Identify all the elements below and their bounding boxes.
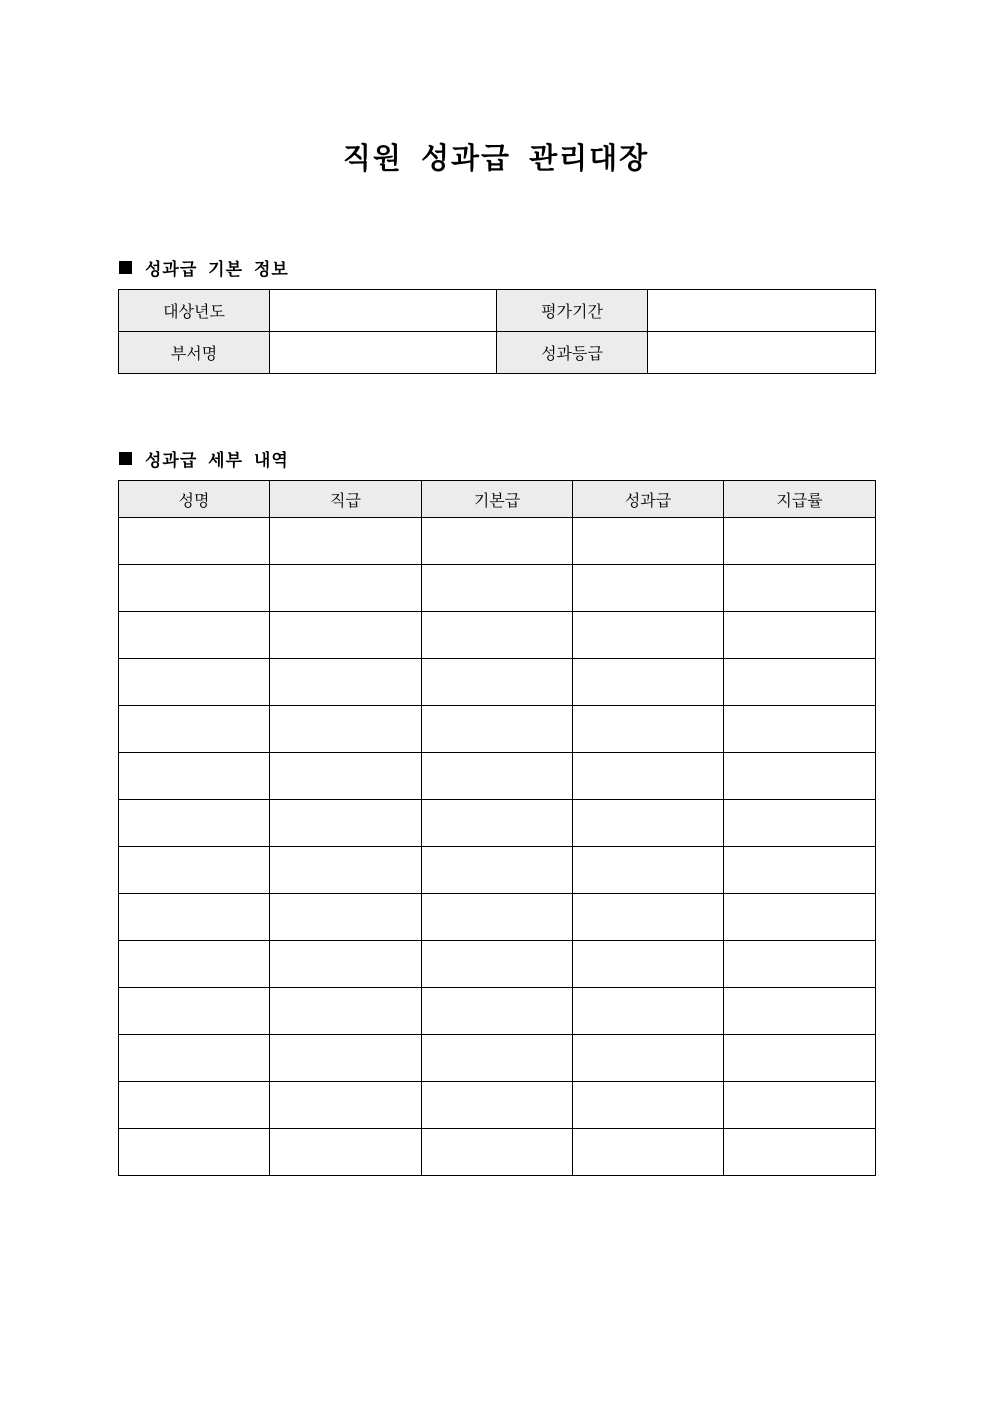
bonus-cell[interactable] [573,565,724,612]
table-row [119,518,876,565]
bonus-cell[interactable] [573,941,724,988]
department-label: 부서명 [119,332,270,374]
name-cell[interactable] [119,988,270,1035]
table-row [119,941,876,988]
target-year-field[interactable] [270,290,497,332]
name-cell[interactable] [119,565,270,612]
table-row [119,1035,876,1082]
name-cell[interactable] [119,1129,270,1176]
payment-rate-cell[interactable] [724,753,876,800]
position-cell[interactable] [270,518,422,565]
basic-info-heading-text: 성과급 기본 정보 [145,260,289,280]
name-cell[interactable] [119,847,270,894]
base-salary-cell[interactable] [422,894,573,941]
payment-rate-cell[interactable] [724,565,876,612]
payment-rate-cell[interactable] [724,659,876,706]
bonus-cell[interactable] [573,1035,724,1082]
info-row [119,332,876,374]
base-salary-cell[interactable] [422,753,573,800]
table-row [119,1082,876,1129]
square-bullet-icon [119,452,132,465]
payment-rate-cell[interactable] [724,612,876,659]
name-cell[interactable] [119,1035,270,1082]
bonus-cell[interactable] [573,988,724,1035]
table-row [119,800,876,847]
table-row [119,565,876,612]
base-salary-cell[interactable] [422,1129,573,1176]
details-table-body [119,518,876,1176]
position-cell[interactable] [270,659,422,706]
performance-grade-field[interactable] [648,332,876,374]
info-row [119,290,876,332]
base-salary-cell[interactable] [422,1035,573,1082]
target-year-label: 대상년도 [119,290,270,332]
position-cell[interactable] [270,894,422,941]
table-row [119,612,876,659]
table-row [119,706,876,753]
name-cell[interactable] [119,800,270,847]
table-row [119,1129,876,1176]
bonus-cell[interactable] [573,659,724,706]
bonus-cell[interactable] [573,894,724,941]
details-heading-text: 성과급 세부 내역 [145,451,289,471]
name-cell[interactable] [119,753,270,800]
name-cell[interactable] [119,706,270,753]
bonus-cell[interactable] [573,612,724,659]
evaluation-period-field[interactable] [648,290,876,332]
payment-rate-cell[interactable] [724,1035,876,1082]
payment-rate-cell[interactable] [724,800,876,847]
position-cell[interactable] [270,706,422,753]
bonus-cell[interactable] [573,1082,724,1129]
base-salary-cell[interactable] [422,612,573,659]
department-field[interactable] [270,332,497,374]
bonus-cell[interactable] [573,753,724,800]
table-header-row [119,481,876,518]
base-salary-cell[interactable] [422,706,573,753]
name-cell[interactable] [119,1082,270,1129]
base-salary-cell[interactable] [422,800,573,847]
bonus-cell[interactable] [573,518,724,565]
table-row [119,847,876,894]
table-row [119,894,876,941]
column-header-position: 직급 [270,481,422,518]
table-row [119,753,876,800]
position-cell[interactable] [270,800,422,847]
payment-rate-cell[interactable] [724,1129,876,1176]
column-header-payment-rate: 지급률 [724,481,876,518]
details-heading [119,446,289,471]
base-salary-cell[interactable] [422,518,573,565]
payment-rate-cell[interactable] [724,894,876,941]
position-cell[interactable] [270,1082,422,1129]
payment-rate-cell[interactable] [724,941,876,988]
base-salary-cell[interactable] [422,847,573,894]
table-row [119,988,876,1035]
payment-rate-cell[interactable] [724,706,876,753]
position-cell[interactable] [270,565,422,612]
base-salary-cell[interactable] [422,1082,573,1129]
bonus-cell[interactable] [573,847,724,894]
base-salary-cell[interactable] [422,941,573,988]
column-header-name: 성명 [119,481,270,518]
base-salary-cell[interactable] [422,659,573,706]
column-header-base-salary: 기본급 [422,481,573,518]
name-cell[interactable] [119,941,270,988]
position-cell[interactable] [270,941,422,988]
payment-rate-cell[interactable] [724,518,876,565]
page-title: 직원 성과급 관리대장 [342,141,650,175]
column-header-bonus: 성과급 [573,481,724,518]
name-cell[interactable] [119,894,270,941]
basic-info-table [118,289,876,374]
position-cell[interactable] [270,988,422,1035]
position-cell[interactable] [270,1035,422,1082]
bonus-cell[interactable] [573,1129,724,1176]
bonus-cell[interactable] [573,706,724,753]
payment-rate-cell[interactable] [724,988,876,1035]
name-cell[interactable] [119,659,270,706]
table-row [119,659,876,706]
base-salary-cell[interactable] [422,565,573,612]
payment-rate-cell[interactable] [724,847,876,894]
performance-grade-label: 성과등급 [497,332,648,374]
square-bullet-icon [119,261,132,274]
bonus-cell[interactable] [573,800,724,847]
position-cell[interactable] [270,753,422,800]
bonus-details-table [118,480,876,1176]
position-cell[interactable] [270,847,422,894]
position-cell[interactable] [270,612,422,659]
base-salary-cell[interactable] [422,988,573,1035]
basic-info-heading [119,255,289,280]
name-cell[interactable] [119,612,270,659]
evaluation-period-label: 평가기간 [497,290,648,332]
name-cell[interactable] [119,518,270,565]
payment-rate-cell[interactable] [724,1082,876,1129]
position-cell[interactable] [270,1129,422,1176]
